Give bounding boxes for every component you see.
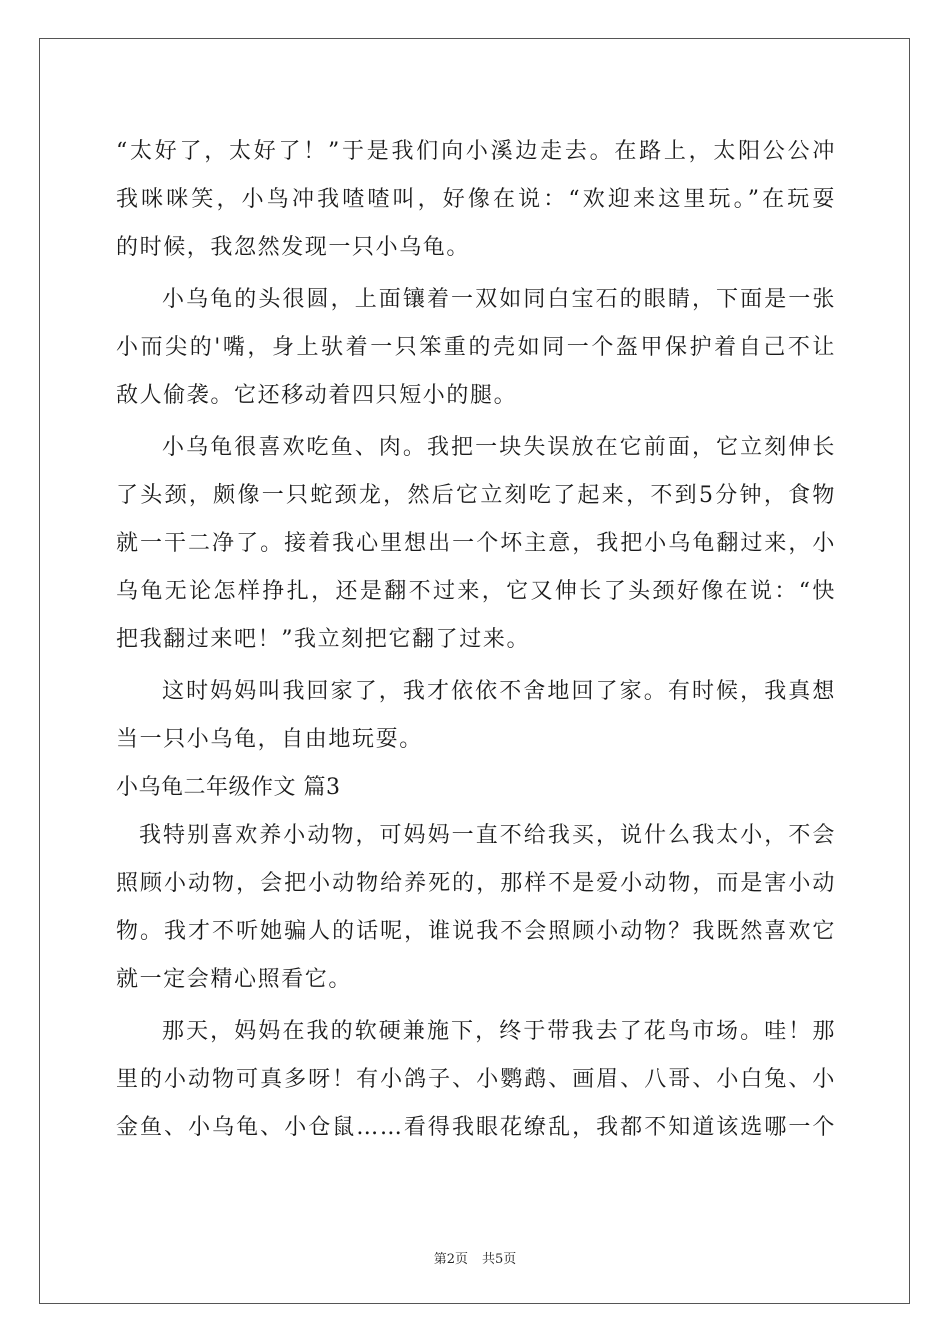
text-line: 就一干二净了。接着我心里想出一个坏主意，我把小乌龟翻过来，小 bbox=[116, 531, 836, 556]
text-line: 当一只小乌龟，自由地玩耍。 bbox=[116, 727, 423, 752]
text-line: 照顾小动物，会把小动物给养死的，那样不是爱小动物，而是害小动 bbox=[116, 871, 836, 896]
page-total: 共5页 bbox=[482, 1252, 517, 1267]
page-footer bbox=[0, 1248, 950, 1267]
text-line: 物。我才不听她骗人的话呢，谁说我不会照顾小动物？我既然喜欢它 bbox=[116, 919, 836, 944]
text-line: 把我翻过来吧！”我立刻把它翻了过来。 bbox=[116, 627, 531, 652]
paragraph bbox=[116, 128, 836, 272]
paragraph bbox=[116, 812, 836, 1004]
text-line: 了头颈，颇像一只蛇颈龙，然后它立刻吃了起来，不到5分钟，食物 bbox=[116, 483, 836, 508]
text-line: 金鱼、小乌龟、小仓鼠……看得我眼花缭乱，我都不知道该选哪一个 bbox=[116, 1115, 836, 1140]
heading-text: 小乌龟二年级作文 篇3 bbox=[116, 775, 341, 800]
paragraph bbox=[116, 668, 836, 764]
text-line: 乌龟无论怎样挣扎，还是翻不过来，它又伸长了头颈好像在说：“快 bbox=[116, 579, 836, 604]
text-line: 敌人偷袭。它还移动着四只短小的腿。 bbox=[116, 383, 518, 408]
section-heading bbox=[116, 764, 836, 812]
page-number: 第2页 bbox=[433, 1252, 468, 1267]
text-line: 这时妈妈叫我回家了，我才依依不舍地回了家。有时候，我真想 bbox=[162, 679, 836, 704]
text-line: 的时候，我忽然发现一只小乌龟。 bbox=[116, 235, 471, 260]
document-body bbox=[116, 128, 836, 1152]
paragraph bbox=[116, 1008, 836, 1152]
paragraph bbox=[116, 424, 836, 664]
text-line: 那天，妈妈在我的软硬兼施下，终于带我去了花鸟市场。哇！那 bbox=[162, 1019, 836, 1044]
paragraph bbox=[116, 276, 836, 420]
text-line: “太好了，太好了！”于是我们向小溪边走去。在路上，太阳公公冲 bbox=[116, 139, 836, 164]
text-line: 小乌龟很喜欢吃鱼、肉。我把一块失误放在它前面，它立刻伸长 bbox=[162, 435, 836, 460]
text-line: 小乌龟的头很圆，上面镶着一双如同白宝石的眼睛，下面是一张 bbox=[162, 287, 836, 312]
text-line: 我特别喜欢养小动物，可妈妈一直不给我买，说什么我太小，不会 bbox=[139, 823, 836, 848]
text-line: 我咪咪笑，小鸟冲我喳喳叫，好像在说：“欢迎来这里玩。”在玩耍 bbox=[116, 187, 836, 212]
text-line: 里的小动物可真多呀！有小鸽子、小鹦鹉、画眉、八哥、小白兔、小 bbox=[116, 1067, 836, 1092]
text-line: 小而尖的'嘴，身上驮着一只笨重的壳如同一个盔甲保护着自己不让 bbox=[116, 335, 836, 360]
text-line: 就一定会精心照看它。 bbox=[116, 967, 353, 992]
